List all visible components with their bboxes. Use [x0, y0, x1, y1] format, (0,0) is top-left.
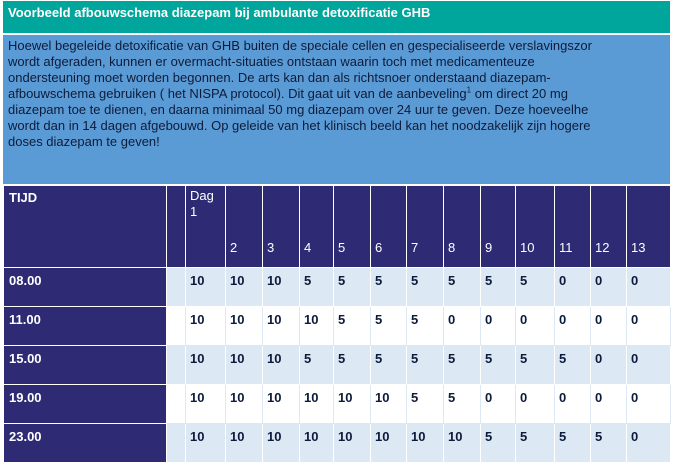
intro-line: Hoewel begeleide detoxificatie van GHB buiten de speciale cellen en gespecialiseerde verslavingszor — [8, 38, 592, 53]
day-label: Dag — [190, 188, 214, 203]
spacer-cell — [167, 424, 186, 463]
dose-cell: 5 — [407, 385, 444, 424]
time-cell: 19.00 — [4, 385, 167, 424]
dose-cell: 5 — [334, 307, 371, 346]
dose-cell: 10 — [186, 424, 226, 463]
dose-cell: 5 — [407, 346, 444, 385]
dose-cell: 5 — [300, 268, 334, 307]
intro-line: wordt dan in 14 dagen afgebouwd. Op geleide van het klinisch beeld kan het noodzakelijk zijn hogere — [8, 118, 591, 133]
table-row — [4, 268, 671, 307]
spacer-cell — [167, 186, 186, 268]
dose-cell: 10 — [300, 385, 334, 424]
dose-cell: 5 — [481, 424, 516, 463]
dose-cell: 10 — [186, 307, 226, 346]
dose-cell: 5 — [516, 268, 555, 307]
dose-cell: 10 — [263, 307, 300, 346]
dose-cell: 10 — [226, 424, 263, 463]
time-cell: 11.00 — [4, 307, 167, 346]
dose-cell: 5 — [444, 346, 481, 385]
day-header-10: 10 — [516, 186, 555, 268]
intro-line-part: afbouwschema gebruiken ( het NISPA protocol). Dit gaat uit van de aanbeveling — [8, 86, 467, 101]
table-row — [4, 385, 671, 424]
day-header-2: 2 — [226, 186, 263, 268]
spacer-cell — [167, 307, 186, 346]
dose-cell: 10 — [263, 424, 300, 463]
dose-cell: 0 — [627, 424, 671, 463]
intro-line: diazepam toe te dienen, en daarna minimaal 50 mg diazepam over 24 uur te geven. Deze hoeveelhe — [8, 102, 589, 117]
day-header-7: 7 — [407, 186, 444, 268]
time-header: TIJD — [4, 186, 167, 268]
time-cell: 08.00 — [4, 268, 167, 307]
dose-cell: 5 — [481, 268, 516, 307]
dose-cell: 5 — [371, 307, 407, 346]
dose-cell: 10 — [444, 424, 481, 463]
dose-cell: 0 — [591, 307, 627, 346]
spacer-cell — [167, 268, 186, 307]
dose-cell: 10 — [186, 346, 226, 385]
table-header-row — [4, 186, 671, 268]
day-header-1 — [186, 186, 226, 268]
dose-cell: 0 — [627, 268, 671, 307]
day-header-11: 11 — [555, 186, 591, 268]
dose-cell: 10 — [186, 268, 226, 307]
day-header-6: 6 — [371, 186, 407, 268]
dose-cell: 10 — [334, 385, 371, 424]
intro-line — [8, 86, 670, 102]
day-header-4: 4 — [300, 186, 334, 268]
day-header-9: 9 — [481, 186, 516, 268]
table-row — [4, 424, 671, 463]
dose-cell: 10 — [263, 346, 300, 385]
day-header-5: 5 — [334, 186, 371, 268]
dose-cell: 10 — [186, 385, 226, 424]
intro-line: doses diazepam te geven! — [8, 134, 160, 149]
dose-cell: 0 — [591, 346, 627, 385]
intro-line-part: om direct 20 mg — [471, 86, 568, 101]
dose-cell: 5 — [516, 424, 555, 463]
day-number: 1 — [190, 204, 198, 219]
day-header-13: 13 — [627, 186, 671, 268]
dose-cell: 5 — [555, 346, 591, 385]
document-title: Voorbeeld afbouwschema diazepam bij ambulante detoxificatie GHB — [3, 1, 670, 33]
intro-line: ondersteuning moet worden begonnen. De arts kan dan als richtsnoer onderstaand diazepam- — [8, 70, 551, 85]
dose-cell: 5 — [300, 346, 334, 385]
dose-cell: 10 — [300, 307, 334, 346]
dose-cell: 10 — [334, 424, 371, 463]
dose-cell: 10 — [226, 346, 263, 385]
dose-cell: 0 — [627, 346, 671, 385]
dose-cell: 10 — [226, 385, 263, 424]
dose-cell: 10 — [226, 268, 263, 307]
dose-cell: 5 — [555, 424, 591, 463]
dose-cell: 0 — [516, 385, 555, 424]
dose-cell: 0 — [555, 385, 591, 424]
dose-cell: 5 — [481, 346, 516, 385]
spacer-cell — [167, 385, 186, 424]
table-row — [4, 307, 671, 346]
dose-cell: 10 — [226, 307, 263, 346]
dose-cell: 10 — [263, 268, 300, 307]
dose-cell: 0 — [444, 307, 481, 346]
time-cell: 15.00 — [4, 346, 167, 385]
dose-cell: 5 — [407, 307, 444, 346]
day-header-8: 8 — [444, 186, 481, 268]
footnote-mark: 1 — [466, 85, 472, 95]
dose-cell: 5 — [444, 385, 481, 424]
dose-cell: 0 — [481, 307, 516, 346]
dose-cell: 10 — [300, 424, 334, 463]
dose-cell: 5 — [371, 268, 407, 307]
time-cell: 23.00 — [4, 424, 167, 463]
dose-cell: 5 — [334, 268, 371, 307]
dose-cell: 5 — [407, 268, 444, 307]
dose-cell: 5 — [334, 346, 371, 385]
day-header-3: 3 — [263, 186, 300, 268]
dose-cell: 0 — [627, 307, 671, 346]
intro-line: wordt afgeraden, kunnen er overmacht-situaties ontstaan waarin toch met medicamenteuze — [8, 54, 535, 69]
dose-cell: 10 — [263, 385, 300, 424]
dose-cell: 0 — [591, 268, 627, 307]
table-row — [4, 346, 671, 385]
day-header-12: 12 — [591, 186, 627, 268]
dose-cell: 5 — [371, 346, 407, 385]
dose-cell: 0 — [591, 385, 627, 424]
dose-cell: 10 — [407, 424, 444, 463]
dose-cell: 0 — [627, 385, 671, 424]
dose-cell: 0 — [555, 307, 591, 346]
dose-cell: 0 — [516, 307, 555, 346]
dose-cell: 0 — [555, 268, 591, 307]
dose-cell: 10 — [371, 385, 407, 424]
dosage-table — [3, 185, 671, 463]
spacer-cell — [167, 346, 186, 385]
dose-cell: 5 — [591, 424, 627, 463]
dose-cell: 10 — [371, 424, 407, 463]
intro-text — [3, 35, 670, 184]
dose-cell: 5 — [516, 346, 555, 385]
dose-cell: 5 — [444, 268, 481, 307]
dose-cell: 0 — [481, 385, 516, 424]
